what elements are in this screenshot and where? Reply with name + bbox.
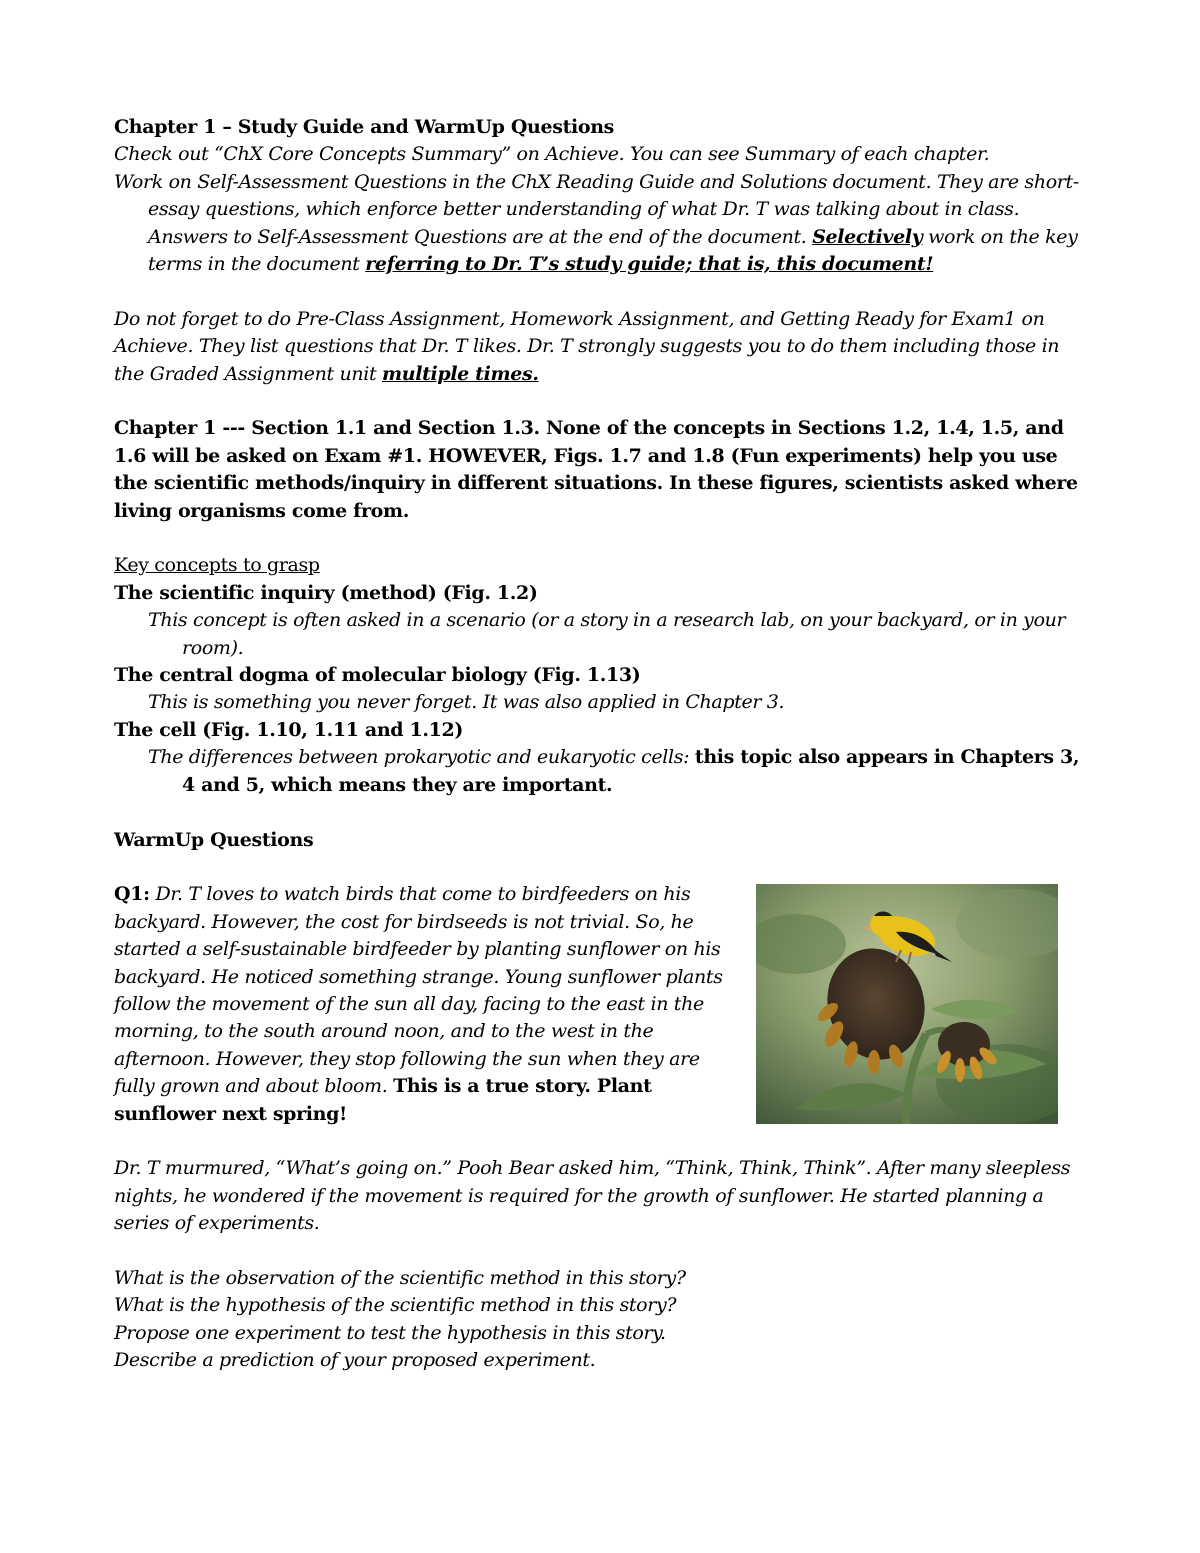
instruction-text-cont: work on the key terms in the document [148,225,1078,276]
concept-title: The cell (Fig. 1.10, 1.11 and 1.12) [114,718,464,741]
photo-illustration [756,884,1058,1124]
question-item: What is the hypothesis of the scientific method in this story? [114,1294,677,1317]
document-page [114,114,1094,1375]
question-item: Describe a prediction of your proposed experiment. [114,1349,596,1372]
selectively-emphasis: Selectively [812,225,923,248]
page-title: Chapter 1 – Study Guide and WarmUp Questions [114,116,615,138]
instruction-paragraph [114,169,1094,279]
q1-text: Dr. T loves to watch birds that come to birdfeeders on his backyard. However, the cost for birdseeds is not trivial. So, he started a self-sustainable birdfeeder by planting sunflower on his backyard. He noticed something strange. Young sunflower plants follow the movement of the sun all day, facing to the east in the morning, to the south around noon, and to the west in the afternoon. However, they stop following the sun when they are fully grown and about bloom. [114,883,723,1098]
concept-note-text: The differences between prokaryotic and eukaryotic cells: [148,746,695,769]
instruction-line: Check out “ChX Core Concepts Summary” on Achieve. You can see Summary of each chapter. [114,143,990,166]
question-item: Propose one experiment to test the hypothesis in this story. [114,1321,666,1344]
concept-note: This is something you never forget. It was also applied in Chapter 3. [148,691,785,714]
instruction-text: Work on Self-Assessment Questions in the ChX Reading Guide and Solutions document. They are short-essay questions, which enforce better understanding of what Dr. T was talking about in class. Answers to Self-Assessment Questions are at the end of the document. [114,170,1079,248]
concept-note: This concept is often asked in a scenario (or a story in a research lab, on your backyard, or in your room). [148,609,1066,659]
story-paragraph: Dr. T murmured, “What’s going on.” Pooh Bear asked him, “Think, Think, Think”. After many sleepless nights, he wondered if the movement is required for the growth of sunflower. He started planning a series of experiments. [114,1157,1071,1235]
q1-paragraph [114,881,742,1128]
question-item: What is the observation of the scientific method in this story? [114,1266,686,1289]
q1-emphasis: This is a true story. Plant sunflower next spring! [114,1075,652,1125]
study-guide-reference: referring to Dr. T’s study guide; that is, this document! [365,253,934,276]
key-concepts-heading: Key concepts to grasp [114,554,320,577]
reminder-text: Do not forget to do Pre-Class Assignment, Homework Assignment, and Getting Ready for Exam1 on Achieve. They list questions that Dr. T likes. Dr. T strongly suggests you to do them including those in the Graded Assignment unit [114,307,1060,385]
concept-note-emphasis: this topic also appears in Chapters 3, 4 and 5, which means they are important. [182,746,1080,796]
warmup-heading: WarmUp Questions [114,828,314,851]
goldfinch-sunflower-photo [756,884,1058,1124]
concept-note [114,744,1094,799]
sections-notice: Chapter 1 --- Section 1.1 and Section 1.3. None of the concepts in Sections 1.2, 1.4, 1.5, and 1.6 will be asked on Exam #1. HOWEVER, Figs. 1.7 and 1.8 (Fun experiments) help you use the scientific methods/inquiry in different situations. In these figures, scientists asked where living organisms come from. [114,417,1078,522]
assignment-reminder [114,306,1094,388]
concept-title: The central dogma of molecular biology (Fig. 1.13) [114,664,641,687]
multiple-times-emphasis: multiple times. [382,362,539,385]
concept-title: The scientific inquiry (method) (Fig. 1.2) [114,581,538,604]
q1-label: Q1: [114,883,150,906]
